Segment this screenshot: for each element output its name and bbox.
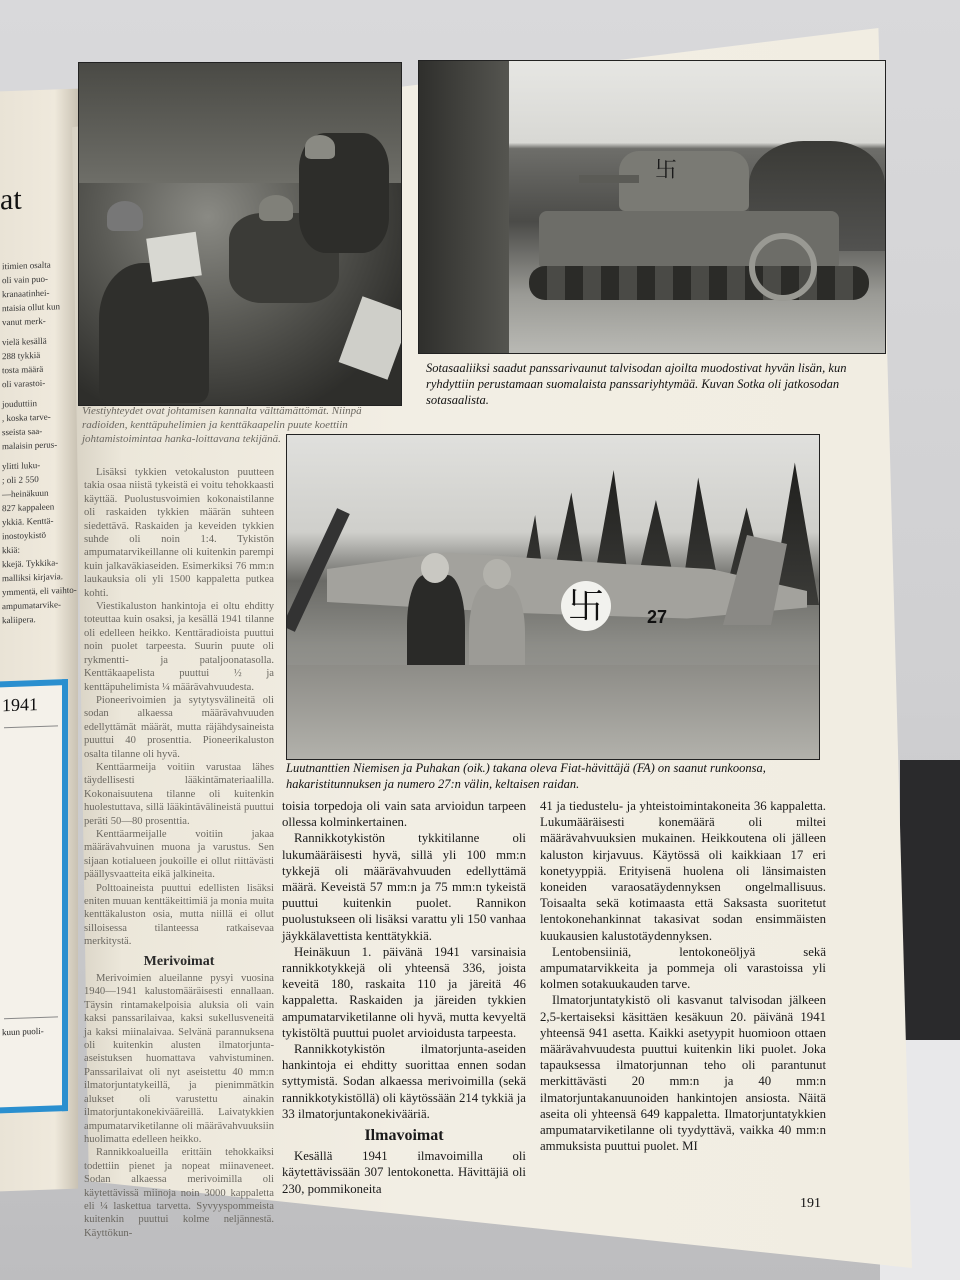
merivoimat-paragraph-2: Rannikkoalueilla erittäin tehokkaiksi todettiin pienet ja nopeat miinaveneet. Sodan alkaessa merivoimilla oli käytettävissä miinoja noin 3000 kappaletta eli ¼ laskettua tarvetta. Syvyyspommeista kuitenkin puuttui kolme neljännestä. Käyttökun- — [84, 1147, 274, 1239]
ilmavoimat-heading: Ilmavoimat — [364, 1127, 444, 1145]
aircraft-number: 27 — [647, 607, 668, 627]
paper-map-icon — [339, 296, 402, 380]
photo3-caption: Luutnanttien Niemisen ja Puhakan (oik.) takana oleva Fiat-hävittäjä (FA) on saanut runkoonsa, hakaristitunnuksen ja numero 27:n välin, keltaisen raidan. — [286, 761, 766, 791]
left-box-year: 1941 — [2, 694, 38, 716]
left-page-text-fragment: vanut merk- — [2, 315, 46, 328]
left-page-text-fragment: itimien osalta — [2, 259, 51, 272]
paragraph: Viestikaluston hankintoja ei oltu ehditty toteuttaa kuin osaksi, ja kesällä 1941 tilanne oli edelleen heikko. Kenttäradioista puuttui noin puolet tarpeesta. Suurin puute oli rykmentti- ja pataljoonatasolla. Kenttäkaapelista puuttui ½ ja kenttäpuhelimista ¼ määrävahvuudesta. — [84, 601, 274, 693]
pilot-head — [483, 559, 511, 589]
merivoimat-paragraph: Merivoimien alueilanne pysyi vuosina 1940—1941 kalustomääräisesti ennallaan. Täysin rintamakelpoisia aluksia oli vain kaksi panssarilaivaa, kaksi sukellusveneitä ja kaksi miinalaivaa. Selvänä parannuksena oli kuitenkin alusten ilmatorjunta-aseistuksen huomattava vahvistuminen. Panssarilaivat oli nyt aseistettu 40 mm:n ilmatorjuntatykeillä, ja pienimmätkin alukset oli varustettu ainakin ilmatorjuntakonekivääreillä. Laivatykkien ampumatarviketilanne oli määrävahvuuksiin huolimatta edelleen heikko. — [84, 973, 274, 1145]
soldier-figure — [99, 263, 209, 403]
paragraph: Kenttäarmeijalle voitiin jakaa määrävahvuinen muona ja varustus. Sen sijaan kotialueen joukoille ei ollut riittävästi päällysvaatteita eikä jalkineita. — [84, 828, 274, 881]
paragraph: Rannikkotykistön ilmatorjunta-aseiden hankintoja ei ehditty suorittaa ennen sodan syttymistä. Sodan alkaessa merivoimilla (sekä rannikkotykistöllä) oli käytössään 214 tykkiä ja 33 ilmatorjuntakonekivääriä. — [282, 1042, 526, 1121]
photo1-caption: Viestiyhteydet ovat johtamisen kannalta välttämättömät. Niinpä radioiden, kenttäpuhelimien ja kenttäkaapelin puute koettiin johtamistoimintaa hanka-loittavana tekijänä. — [82, 405, 362, 445]
left-page-text-fragment: jouduttiin — [2, 398, 38, 410]
paragraph: Lisäksi tykkien vetokaluston puutteen takia osaa niistä tykeistä ei voitu tehokkaasti käyttää. Puolustusvoimien kokonaistilanne oli raskaiden tykkien määrän suhteen siedettävä. Raskaiden ja keveiden tykkien suhde oli noin 1:4. Tykistön ampumatarvikeillanne oli kuitenkin parempi kuin jalkaväkiaseiden. Esimerkiksi 76 mm:n laukauksia oli yli 1500 kappaletta putkea kohti. — [84, 467, 274, 599]
text-column-3 — [540, 798, 826, 1154]
paragraph: Ilmatorjuntatykistö oli kasvanut talvisodan jälkeen 2,5-kertaiseksi käsittäen kesäkuun 20. päivänä 1941 yhteensä 941 asetta. Kaikki asetyypit huomioon ottaen määrävahvuudesta puuttui kuitenkin liki puolet. Joka tapauksessa ilmatorjunnan teho oli parantunut merkittävästi 20 mm:n ja 40 mm:n ilmatorjuntakanuunoiden hankintojen ansiosta. Näitä aseita oli yhteensä 649 kappaletta. Ilmatorjuntatykkien ampumatarviketilanne oli tyydyttävä, vaikka 40 mm:n ammuksista puuttui puolet. MI — [540, 993, 826, 1154]
photo-captured-tank — [418, 60, 886, 354]
left-page-text-fragment: ntaisia ollut kun — [2, 301, 60, 314]
tree-foliage — [419, 61, 509, 353]
left-page-text-fragment: tosta määrä — [2, 363, 44, 376]
text-column-2 — [282, 798, 526, 1197]
left-page-text-fragment: 827 kappaleen — [2, 501, 55, 514]
paragraph: 41 ja tiedustelu- ja yhteistoimintakoneita 36 kappaletta. Lukumääräisesti konemäärä oli miltei määrävahvuuksien mukainen. Heikkoutena oli jälleen kaluston kirjavuus. Käytössä oli kaikkiaan 17 eri konetyyppiä. Erityisenä huolena oli länsimaisten koneiden varaosatäydennyksen ongelmallisuus. Toisaalta sekä kotimaasta että Saksasta suoritetut lentokonehankinnat takasivat sodan ensimmäisten kuukausien kalustotäydennyksen. — [540, 799, 826, 943]
left-page-text-fragment: ykkiä. Kenttä- — [2, 515, 54, 528]
left-page-text-fragment: kaliipera. — [2, 614, 36, 626]
left-page-text-fragments — [0, 89, 78, 626]
left-page — [0, 89, 78, 1192]
left-box-footer: kuun puoli- — [2, 1025, 44, 1038]
column-2-paragraphs — [282, 798, 526, 1122]
column-3-paragraphs — [540, 798, 826, 1154]
left-page-text-fragment: ; oli 2 550 — [2, 474, 39, 486]
paragraph: toisia torpedoja oli vain sata arvioidun tarpeen ollessa kolminkertainen. — [282, 799, 526, 830]
paragraph: Rannikkotykistön tykkitilanne oli lukumääräisesti hyvä, sillä yli 100 mm:n tykkejä oli määrävahvuuden edellyttämä määrä. Keveistä 57 mm:n ja 75 mm:n tykeistä puuttui kuitenkin puolet. Rannikon puolustukseen oli lisäksi varattu yli 150 vanhaa jäykkälavettista kenttätykkiä. — [282, 831, 526, 943]
left-page-text-fragment: inostoykistö — [2, 529, 47, 542]
left-page-text-fragment: oli vain puo- — [2, 273, 48, 286]
paragraph: Heinäkuun 1. päivänä 1941 varsinaisia rannikkotykkejä oli yhteensä 336, joista keveitä 180, raskaita 110 ja järeitä 46 kappaletta. Raskaiden ja järeiden tykkien ampumatarviketilanne oli hyvä, mutta kevyeltä tykistöltä puuttui puolet arvioidusta tarpeesta. — [282, 944, 526, 1040]
left-page-text-fragment: kkejä. Tykkika- — [2, 557, 59, 570]
tank-tracks — [529, 266, 869, 300]
left-page-info-box — [0, 679, 68, 1113]
tank-gun — [579, 175, 639, 183]
left-page-text-fragment: kkiä: — [2, 544, 20, 556]
pilot-head — [421, 553, 449, 583]
left-page-text-fragment: vielä kesällä — [2, 335, 47, 348]
left-page-text-fragment: ymmentä, eli vaihto- — [2, 584, 77, 598]
helmet-icon — [259, 195, 293, 221]
left-box-table — [4, 725, 58, 1019]
photo-fiat-fighter — [286, 434, 820, 760]
column-1-paragraphs — [84, 466, 274, 949]
left-page-text-fragment: —heinäkuun — [2, 487, 49, 500]
paragraph: Lentobensiiniä, lentokoneöljyä sekä ampumatarvikkeita ja pommeja oli varastoissa yli kolmen sotakuukauden tarve. — [540, 944, 826, 992]
left-page-text-fragment: malliksi kirjavia. — [2, 571, 63, 584]
text-column-1 — [84, 466, 274, 1240]
left-page-heading-fragment: at — [0, 182, 22, 217]
notebook-icon — [146, 232, 202, 283]
airfield-ground — [287, 665, 819, 759]
merivoimat-heading: Merivoimat — [143, 953, 215, 969]
left-page-text-fragment: malaisin perus- — [2, 439, 58, 452]
paragraph: Pioneerivoimien ja sytytysvälineitä oli sodan alkaessa määrävahvuuden edellyttämät määrät, mutta räjähdysaineista puuttui 40 prosenttia. Pioneerikaluston osalta tilanne oli hyvä. — [84, 694, 274, 760]
helmet-icon — [305, 135, 335, 159]
left-page-text-fragment: oli varastoi- — [2, 377, 46, 390]
photo2-caption: Sotasaaliiksi saadut panssarivaunut talvisodan ajoilta muodostivat hyvän lisän, kun ryhdyttiin perustamaan suomalaista panssariyhtymää. Kuvan Sotka oli jatkosodan sotasaalista. — [426, 361, 847, 407]
left-page-text-fragment: 288 tykkiä — [2, 349, 41, 362]
swastika-emblem-icon: 卐 — [655, 157, 678, 182]
paragraph: Kenttäarmeija voitiin varustaa lähes täydellisesti lääkintämateriaalilla. Kokonaisuutena tilanne oli kuitenkin huolestuttava, sillä lääkintävälineistä puuttui peräti 50—80 prosenttia. — [84, 761, 274, 827]
page-number: 191 — [800, 1196, 821, 1211]
photo-soldiers-signals — [78, 62, 402, 406]
left-page-text-fragment: sseista saa- — [2, 425, 43, 438]
left-page-text-fragment: ylitti luku- — [2, 459, 41, 472]
helmet-icon — [107, 201, 143, 231]
ilmavoimat-paragraph: Kesällä 1941 ilmavoimilla oli käytettävissään 307 lentokonetta. Hävittäjiä oli 230, pommikoneita — [282, 1149, 526, 1196]
left-page-text-fragment: , koska tarve- — [2, 411, 51, 424]
paragraph: Polttoaineista puuttui edellisten lisäksi eniten muuan kenttäkeittimiä ja monia muita kenttäkaluston osia, mutta niillä ei ollut silloisessa tilanteessa ratkaisevaa merkitystä. — [84, 882, 274, 948]
tank-wheel-icon — [749, 233, 817, 301]
left-page-text-fragment: ampumatarvike- — [2, 599, 61, 612]
left-page-text-fragment: kranaatinhei- — [2, 287, 50, 300]
swastika-roundel-icon: 卐 — [561, 581, 611, 631]
